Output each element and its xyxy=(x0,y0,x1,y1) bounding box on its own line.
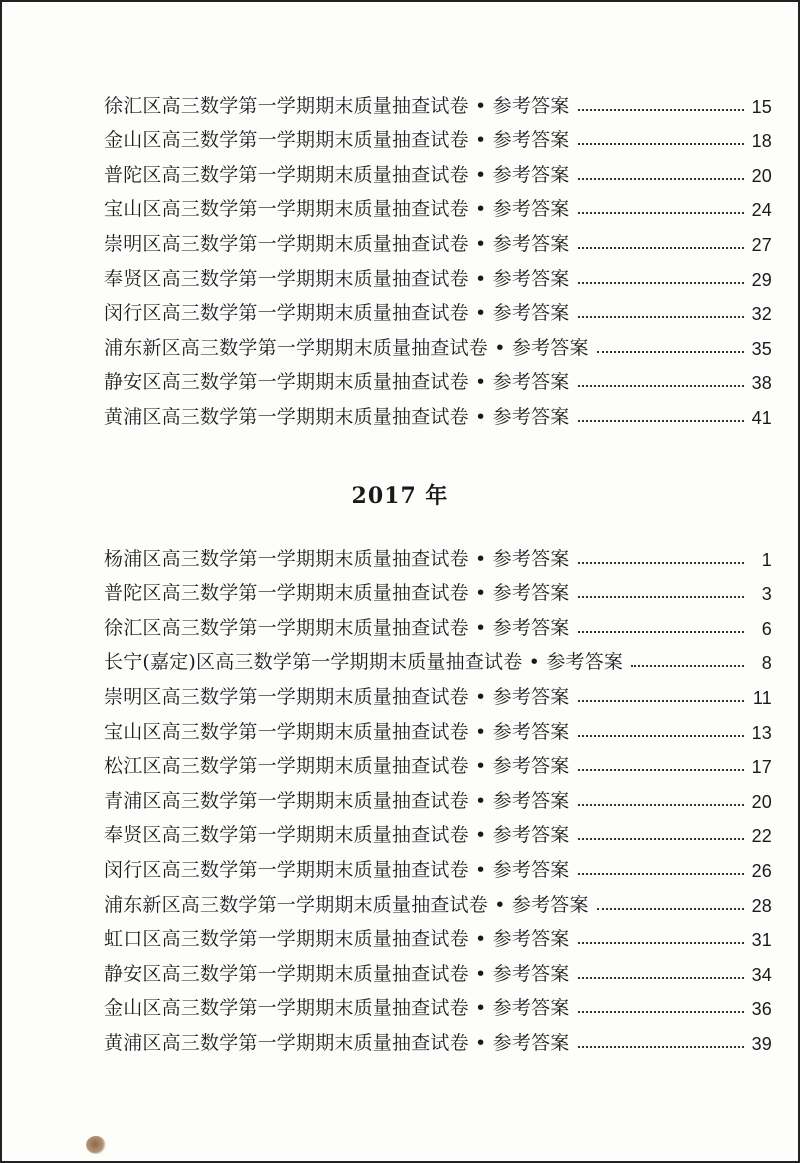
toc-entry-page: 35 xyxy=(751,338,772,359)
toc-section-2017 xyxy=(104,536,772,1055)
dot-leader xyxy=(578,109,744,111)
toc-entry-title: 徐汇区高三数学第一学期期末质量抽查试卷 • 参考答案 xyxy=(104,616,570,639)
dot-leader xyxy=(578,700,745,702)
dot-leader xyxy=(578,838,744,840)
dot-leader xyxy=(578,1046,744,1048)
toc-entry[interactable] xyxy=(104,187,772,222)
year-heading: 2017 年 xyxy=(351,483,449,509)
dot-leader xyxy=(578,769,744,771)
toc-entry[interactable] xyxy=(104,986,772,1021)
paper-stain-mark xyxy=(86,1136,106,1154)
toc-entry-page: 34 xyxy=(751,964,772,985)
toc-entry-title: 松江区高三数学第一学期期末质量抽查试卷 • 参考答案 xyxy=(104,755,570,778)
dot-leader xyxy=(597,351,744,353)
toc-entry-page: 29 xyxy=(751,269,772,290)
toc-entry-page: 41 xyxy=(751,407,772,428)
toc-entry[interactable] xyxy=(104,813,772,848)
dot-leader xyxy=(578,282,744,284)
toc-entry[interactable] xyxy=(104,709,772,744)
toc-entry-title: 杨浦区高三数学第一学期期末质量抽查试卷 • 参考答案 xyxy=(104,547,570,570)
toc-entry-page: 32 xyxy=(751,304,772,325)
toc-entry-page: 38 xyxy=(751,373,772,394)
toc-entry[interactable] xyxy=(104,118,772,153)
dot-leader xyxy=(578,735,744,737)
toc-entry[interactable] xyxy=(104,221,772,256)
toc-entry-page: 27 xyxy=(751,234,772,255)
toc-entry[interactable] xyxy=(104,325,772,360)
toc-entry[interactable] xyxy=(104,536,772,571)
dot-leader xyxy=(578,942,744,944)
toc-entry[interactable] xyxy=(104,640,772,675)
toc-entry-title: 普陀区高三数学第一学期期末质量抽查试卷 • 参考答案 xyxy=(104,582,570,605)
toc-entry-page: 22 xyxy=(751,826,772,847)
dot-leader xyxy=(578,596,745,598)
dot-leader xyxy=(578,385,744,387)
toc-entry[interactable] xyxy=(104,571,772,606)
toc-entry-page: 20 xyxy=(751,165,772,186)
toc-entry-title: 虹口区高三数学第一学期期末质量抽查试卷 • 参考答案 xyxy=(104,928,570,951)
toc-entry-page: 28 xyxy=(751,895,772,916)
toc-entry-title: 徐汇区高三数学第一学期期末质量抽查试卷 • 参考答案 xyxy=(104,94,570,117)
toc-entry-page: 24 xyxy=(751,200,772,221)
toc-entry-page: 15 xyxy=(751,96,772,117)
toc-entry-title: 奉贤区高三数学第一学期期末质量抽查试卷 • 参考答案 xyxy=(104,267,570,290)
toc-entry-title: 普陀区高三数学第一学期期末质量抽查试卷 • 参考答案 xyxy=(104,163,570,186)
dot-leader xyxy=(578,316,744,318)
toc-entry-title: 青浦区高三数学第一学期期末质量抽查试卷 • 参考答案 xyxy=(104,789,570,812)
toc-entry-title: 静安区高三数学第一学期期末质量抽查试卷 • 参考答案 xyxy=(104,371,570,394)
toc-entry-title: 闵行区高三数学第一学期期末质量抽查试卷 • 参考答案 xyxy=(104,858,570,881)
toc-entry[interactable] xyxy=(104,847,772,882)
toc-entry-page: 6 xyxy=(761,618,772,639)
toc-entry-page: 36 xyxy=(751,999,772,1020)
toc-entry[interactable] xyxy=(104,256,772,291)
dot-leader xyxy=(578,212,744,214)
toc-entry-title: 黄浦区高三数学第一学期期末质量抽查试卷 • 参考答案 xyxy=(104,405,570,428)
toc-entry-title: 浦东新区高三数学第一学期期末质量抽查试卷 • 参考答案 xyxy=(104,893,589,916)
toc-entry-page: 13 xyxy=(751,722,772,743)
dot-leader xyxy=(578,873,744,875)
toc-entry-title: 崇明区高三数学第一学期期末质量抽查试卷 • 参考答案 xyxy=(104,685,570,708)
toc-entry-title: 静安区高三数学第一学期期末质量抽查试卷 • 参考答案 xyxy=(104,962,570,985)
toc-entry[interactable] xyxy=(104,83,772,118)
toc-entry-page: 1 xyxy=(761,549,772,570)
toc-entry[interactable] xyxy=(104,951,772,986)
toc-entry[interactable] xyxy=(104,917,772,952)
dot-leader xyxy=(578,631,745,633)
toc-entry-title: 金山区高三数学第一学期期末质量抽查试卷 • 参考答案 xyxy=(104,997,570,1020)
toc-entry[interactable] xyxy=(104,394,772,429)
toc-entry-title: 长宁(嘉定)区高三数学第一学期期末质量抽查试卷 • 参考答案 xyxy=(104,651,624,674)
toc-entry[interactable] xyxy=(104,882,772,917)
dot-leader xyxy=(578,420,744,422)
toc-entry-title: 金山区高三数学第一学期期末质量抽查试卷 • 参考答案 xyxy=(104,129,570,152)
toc-entry-title: 闵行区高三数学第一学期期末质量抽查试卷 • 参考答案 xyxy=(104,302,570,325)
dot-leader xyxy=(578,247,744,249)
toc-entry-page: 17 xyxy=(751,757,772,778)
toc-entry-title: 奉贤区高三数学第一学期期末质量抽查试卷 • 参考答案 xyxy=(104,824,570,847)
dot-leader xyxy=(578,562,745,564)
toc-entry[interactable] xyxy=(104,744,772,779)
toc-entry[interactable] xyxy=(104,1020,772,1055)
toc-entry-title: 宝山区高三数学第一学期期末质量抽查试卷 • 参考答案 xyxy=(104,198,570,221)
toc-entry-page: 11 xyxy=(752,687,772,708)
toc-entry-page: 39 xyxy=(751,1033,772,1054)
toc-entry-title: 浦东新区高三数学第一学期期末质量抽查试卷 • 参考答案 xyxy=(104,336,589,359)
toc-entry-page: 31 xyxy=(751,930,772,951)
toc-entry[interactable] xyxy=(104,152,772,187)
toc-entry-page: 20 xyxy=(751,791,772,812)
toc-entry[interactable] xyxy=(104,605,772,640)
toc-entry-title: 黄浦区高三数学第一学期期末质量抽查试卷 • 参考答案 xyxy=(104,1031,570,1054)
dot-leader xyxy=(578,804,744,806)
toc-entry[interactable] xyxy=(104,360,772,395)
toc-entry[interactable] xyxy=(104,291,772,326)
toc-entry-title: 崇明区高三数学第一学期期末质量抽查试卷 • 参考答案 xyxy=(104,232,570,255)
toc-section-previous-year xyxy=(104,83,772,429)
dot-leader xyxy=(578,977,744,979)
toc-entry-page: 8 xyxy=(761,653,772,674)
toc-entry[interactable] xyxy=(104,778,772,813)
dot-leader xyxy=(578,143,744,145)
toc-entry-page: 3 xyxy=(761,584,772,605)
dot-leader xyxy=(578,178,744,180)
toc-entry-page: 26 xyxy=(751,860,772,881)
toc-entry[interactable] xyxy=(104,674,772,709)
toc-entry-page: 18 xyxy=(751,131,772,152)
dot-leader xyxy=(597,908,744,910)
toc-entry-title: 宝山区高三数学第一学期期末质量抽查试卷 • 参考答案 xyxy=(104,720,570,743)
dot-leader xyxy=(631,665,744,667)
dot-leader xyxy=(578,1011,744,1013)
